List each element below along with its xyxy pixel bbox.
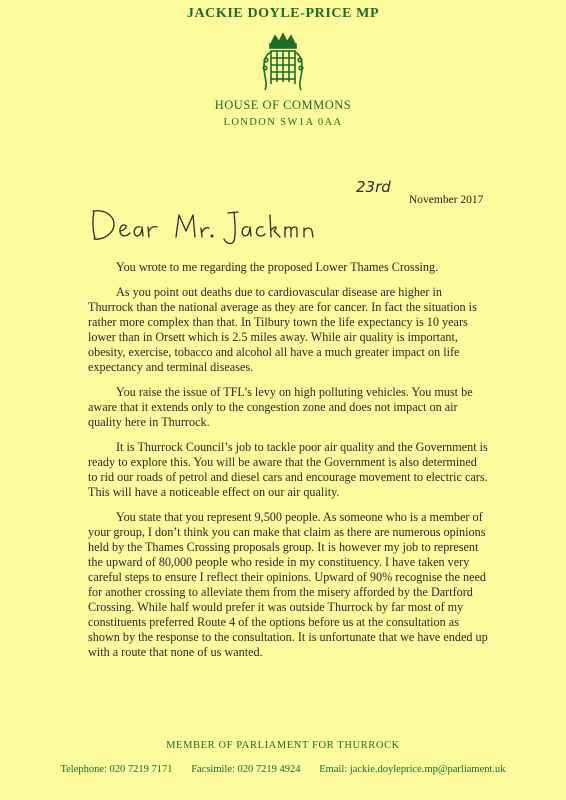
letter-body <box>88 260 488 670</box>
address-line: LONDON SW1A 0AA <box>223 117 343 128</box>
footer-title: MEMBER OF PARLIAMENT FOR THURROCK <box>166 740 400 751</box>
mp-name: JACKIE DOYLE-PRICE MP <box>186 6 380 21</box>
handwritten-salutation <box>88 203 318 247</box>
telephone: Telephone: 020 7219 7171 <box>60 764 173 775</box>
portcullis-icon <box>259 32 307 92</box>
paragraph: As you point out deaths due to cardiovascular disease are higher in Thurrock than the national average as they are for cancer. In fact the situation is rather more complex than that. In Tilbury town the life expectancy is 10 years lower than in Orsett which is 2.5 miles away. While air quality is important, obesity, exercise, tobacco and alcohol all have a much greater impact on life expectancy and terminal diseases. <box>88 285 477 374</box>
facsimile: Facsimile: 020 7219 4924 <box>191 764 301 775</box>
paragraph: It is Thurrock Council’s job to tackle poor air quality and the Government is ready to explore this. You will be aware that the Government is also determined to rid our roads of petrol and diesel cars and encourage movement to electric cars. This will have a noticeable effect on our air quality. <box>88 440 488 499</box>
email: Email: jackie.doyleprice.mp@parliament.uk <box>319 764 506 775</box>
handwritten-day: 23rd <box>356 178 391 196</box>
paragraph: You raise the issue of TFL’s levy on high polluting vehicles. You must be aware that it extends only to the congestion zone and does not impact on air quality here in Thurrock. <box>88 385 473 429</box>
letter-date: November 2017 <box>409 194 484 206</box>
paragraph: You wrote to me regarding the proposed Lower Thames Crossing. <box>116 260 439 274</box>
footer-contact <box>0 764 566 775</box>
house-of-commons: HOUSE OF COMMONS <box>214 98 352 112</box>
paragraph: You state that you represent 9,500 people. As someone who is a member of your group, I don’t think you can make that claim as there are numerous opinions held by the Thames Crossing proposals group. It is however my job to represent the upward of 80,000 people who reside in my constituency. I have taken very careful steps to ensure I reflect their opinions. Upward of 90% recognise the need for another crossing to alleviate them from the misery afforded by the Dartford Crossing. While half would prefer it was outside Thurrock by far most of my constituents preferred Route 4 of the options before us at the consultation as shown by the response to the consultation. It is unfortunate that we have ended up with a route that none of us wanted. <box>88 510 488 659</box>
